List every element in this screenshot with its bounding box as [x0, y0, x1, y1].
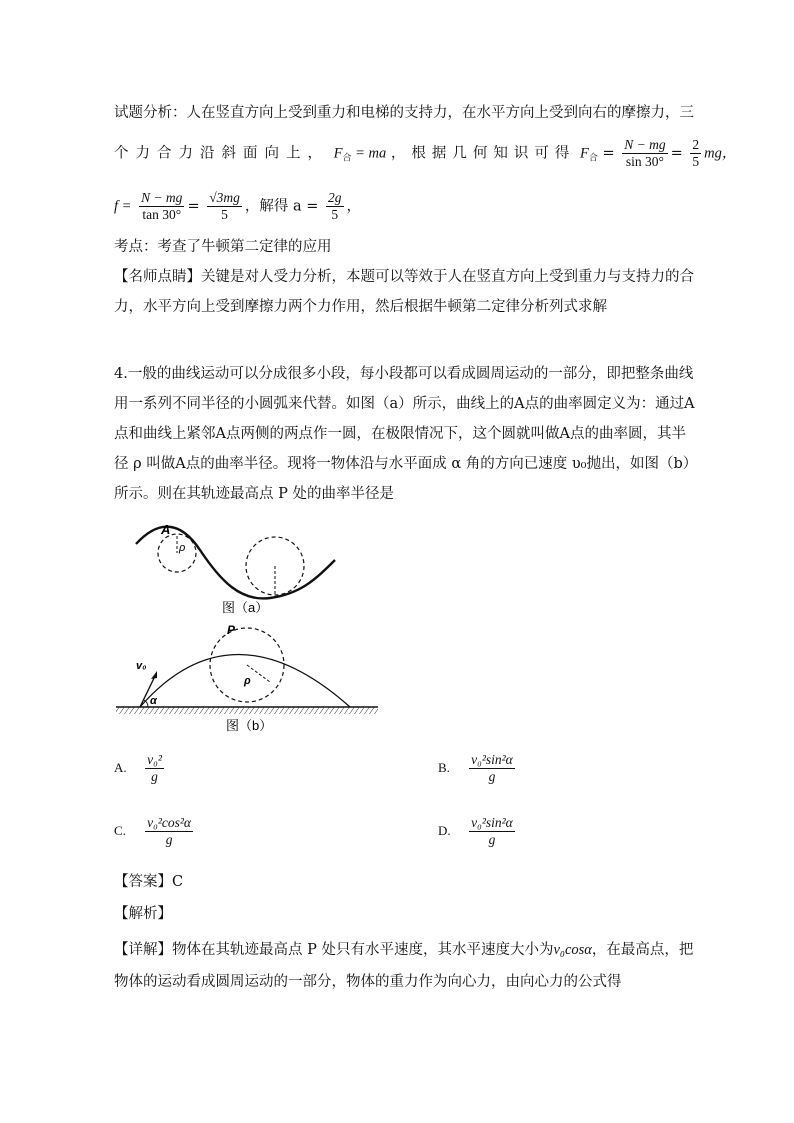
caption-a: 图（a）	[222, 600, 269, 615]
label-rho-a: ρ	[179, 542, 186, 554]
detail-line-1-text: 【详解】物体在其轨迹最高点 P 处只有水平速度，其水平速度大小为	[114, 942, 554, 958]
fraction-denominator: 5	[221, 207, 228, 222]
figure-a	[130, 520, 350, 620]
fraction-net-force	[622, 137, 667, 170]
option-A-fraction	[145, 752, 164, 785]
mg-term: mg，	[704, 145, 737, 162]
question-line-4: 径 ρ 叫做A点的曲率半径。现将一物体沿与水平面成 α 角的方向已速度 υ₀抛出，如图（b）	[114, 456, 698, 472]
option-B[interactable]	[438, 752, 518, 785]
label-P: P	[227, 623, 236, 637]
question-line-5: 所示。则在其轨迹最高点 P 处的曲率半径是	[114, 486, 394, 502]
friction-symbol: f =	[114, 198, 132, 215]
fraction-friction	[139, 190, 184, 223]
option-C-fraction	[145, 815, 193, 848]
kaodian-line: 考点：考查了牛顿第二定律的应用	[114, 239, 332, 255]
label-alpha: α	[150, 695, 157, 707]
mingshi-line-1: 【名师点睛】关键是对人受力分析，本题可以等效于人在竖直方向上受到重力与支持力的合	[114, 269, 694, 285]
option-D-numerator: v₀²sin²α	[471, 815, 513, 830]
option-C-denominator: g	[165, 832, 173, 847]
option-D-denominator: g	[488, 832, 496, 847]
net-force-subscript: 合	[342, 153, 352, 164]
option-B-fraction	[469, 752, 515, 785]
fraction-denominator: 5	[692, 154, 700, 169]
detail-line-1-end: ，在最高点，把	[591, 942, 694, 958]
question-line-1: 4.一般的曲线运动可以分成很多小段，每小段都可以看成圆周运动的一部分，即把整条曲线	[114, 366, 694, 382]
detail-line-2: 物体的运动看成圆周运动的一部分，物体的重力作为向心力，由向心力的公式得	[114, 974, 622, 990]
net-force-equation: = ma	[351, 145, 387, 162]
caption-b: 图（b）	[226, 718, 273, 733]
option-B-label: B.	[438, 760, 450, 775]
ground-hatch	[116, 707, 378, 714]
label-rho-b: ρ	[244, 675, 251, 687]
solve-text: ，解得 a =	[244, 198, 319, 215]
analysis-line-2-geometry: ，根据几何知识可得	[390, 145, 576, 162]
label-A: A	[161, 522, 171, 537]
detail-line-1	[114, 940, 693, 960]
fraction-numerator: 2	[692, 137, 700, 152]
analysis-line-1: 试题分析：人在竖直方向上受到重力和电梯的支持力，在水平方向上受到向右的摩擦力，三	[114, 105, 694, 121]
question-line-2: 用一系列不同半径的小圆弧来代替。如图（a）所示，曲线上的A点的曲率圆定义为：通过A	[114, 396, 695, 412]
option-A-numerator: v₀²	[147, 752, 162, 767]
net-force-symbol-2: F	[579, 145, 589, 162]
option-C-numerator: v₀²cos²α	[147, 815, 192, 830]
option-A-denominator: g	[151, 769, 158, 784]
answer-line: 【答案】C	[114, 874, 184, 890]
fraction-root3	[207, 190, 242, 223]
analysis-line-2: 个力合力沿斜面向上， $F_合$ = ma ，根据几何知识可得 $F_合$ = $\frac{N - mg}{\sin 30^\circ}$ = $\frac{2}{5}$ mg，	[114, 137, 737, 169]
label-v0: v₀	[136, 660, 147, 672]
analysis-line-3: f = $\frac{N - mg}{\tan 30^\circ}$ = $\frac{√3mg}{5}$ ，解得 a = $\frac{2g}{5}$ ，	[114, 190, 361, 222]
fraction-denominator: tan 30°	[142, 207, 182, 222]
fraction-acceleration	[326, 190, 344, 223]
option-C[interactable]	[114, 815, 196, 848]
mingshi-line-2: 力，水平方向上受到摩擦力两个力作用，然后根据牛顿第二定律分析列式求解	[114, 299, 607, 315]
analysis-line-2-text: 个力合力沿斜面向上，	[114, 145, 329, 162]
option-C-label: C.	[114, 823, 126, 838]
jiexi-line: 【解析】	[114, 906, 172, 922]
option-B-denominator: g	[488, 769, 496, 784]
fraction-numerator: 2g	[328, 190, 342, 205]
option-A[interactable]	[114, 752, 167, 785]
question-line-3: 点和曲线上紧邻A点两侧的两点作一圆，在极限情况下，这个圆就叫做A点的曲率圆，其半	[114, 426, 686, 442]
horizontal-velocity-expr: v₀cosα	[553, 942, 592, 958]
velocity-arrowhead	[151, 671, 157, 679]
option-D-fraction	[469, 815, 515, 848]
fraction-two-fifths	[690, 137, 701, 170]
option-D[interactable]	[438, 815, 518, 848]
net-force-subscript-2: 合	[588, 153, 598, 164]
option-D-label: D.	[438, 823, 451, 838]
fraction-numerator: √3mg	[209, 190, 240, 205]
comma: ，	[346, 198, 361, 215]
fraction-numerator: N − mg	[624, 137, 666, 152]
fraction-denominator: 5	[331, 207, 339, 222]
fraction-denominator: sin 30°	[625, 154, 664, 169]
net-force-symbol: F	[333, 145, 343, 162]
option-B-numerator: v₀²sin²α	[471, 752, 513, 767]
option-A-label: A.	[114, 760, 127, 775]
fraction-numerator: N − mg	[141, 190, 183, 205]
figure-b	[110, 620, 385, 735]
